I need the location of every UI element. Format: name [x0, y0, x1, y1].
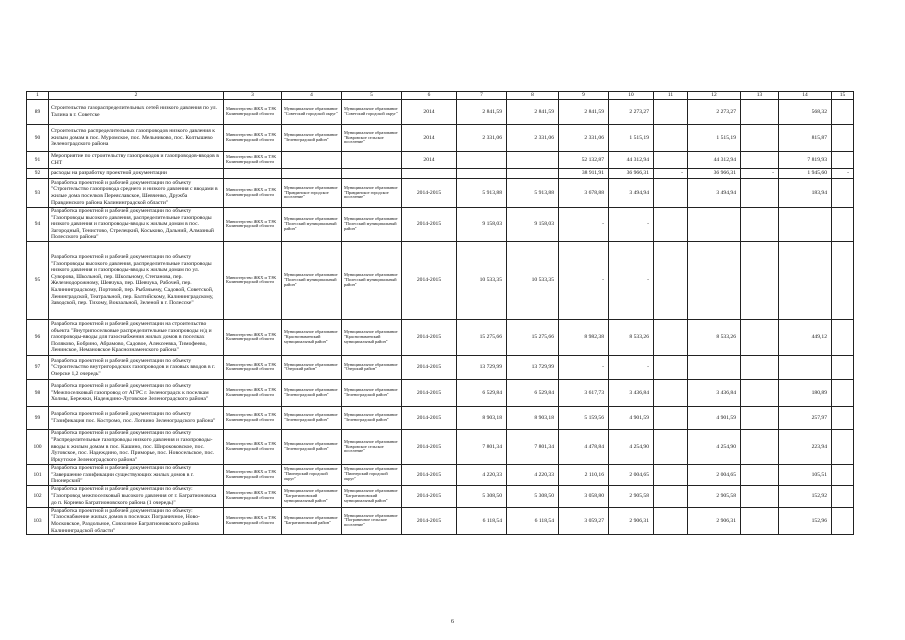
funding-col-13-cell — [741, 464, 779, 485]
table-row — [27, 355, 854, 379]
implementation-period-cell: 2014 — [402, 125, 457, 152]
total-cost-cell: 5 308,50 — [457, 485, 507, 507]
funding-col-15-cell — [832, 125, 854, 152]
funding-total-cell: 4 478,84 — [559, 429, 609, 464]
funding-regional-cell: 2 273,27 — [609, 100, 654, 125]
table-row — [27, 100, 854, 125]
implementation-period-cell: 2014-2015 — [402, 379, 457, 406]
funding-col-12-cell: 3 436,84 — [688, 379, 741, 406]
funding-regional-cell: 3 494,94 — [609, 179, 654, 208]
remaining-cost-cell: 5 913,88 — [507, 179, 559, 208]
total-cost-cell: 6 529,84 — [457, 379, 507, 406]
implementation-period-cell: 2014 — [402, 100, 457, 125]
funding-regional-cell: - — [609, 355, 654, 379]
funding-col-12-cell: 4 901,59 — [688, 406, 741, 429]
total-cost-cell: 10 533,35 — [457, 241, 507, 319]
municipal-recipient-cell: Муниципальное образование "Зеленоградский район" — [342, 379, 402, 406]
responsible-executor-cell — [224, 169, 282, 179]
funding-local-cell: 257,97 — [779, 406, 832, 429]
funding-col-11-cell — [654, 507, 688, 534]
municipal-customer-cell: Муниципальное образование "Полесский муниципальный район" — [282, 208, 342, 242]
implementation-period-cell: 2014-2015 — [402, 406, 457, 429]
funding-col-12-cell: 2 004,65 — [688, 464, 741, 485]
funding-col-13-cell — [741, 429, 779, 464]
column-number: 14 — [779, 92, 832, 100]
object-name-cell: Разработка проектной и рабочей документации по объекту "Межпоселковый газопровод от АГРС г. Зеленоградск к поселкам Холмы, Бережки, Надеждино-Луговское Зеленоградского района" — [49, 379, 224, 406]
total-cost-cell: 7 801,34 — [457, 429, 507, 464]
table-row — [27, 429, 854, 464]
column-number-row — [27, 92, 854, 100]
funding-col-15-cell — [832, 485, 854, 507]
table-row — [27, 179, 854, 208]
table-row — [27, 241, 854, 319]
responsible-executor-cell: Министерство ЖКХ и ТЭК Калининградской области — [224, 379, 282, 406]
responsible-executor-cell: Министерство ЖКХ и ТЭК Калининградской области — [224, 507, 282, 534]
municipal-recipient-cell: Муниципальное образование "Полесский муниципальный район" — [342, 208, 402, 242]
responsible-executor-cell: Министерство ЖКХ и ТЭК Калининградской области — [224, 152, 282, 169]
funding-col-11-cell — [654, 429, 688, 464]
column-number: 9 — [559, 92, 609, 100]
funding-col-12-cell: 36 966,31 — [688, 169, 741, 179]
municipal-recipient-cell: Муниципальное образование "Ковровское сельское поселение" — [342, 429, 402, 464]
object-name-cell: Разработка проектной и рабочей документации по объекту "Завершение газификации существующих жилых домов в г. Пионерский" — [49, 464, 224, 485]
column-number: 6 — [402, 92, 457, 100]
remaining-cost-cell: 5 308,50 — [507, 485, 559, 507]
table-row — [27, 319, 854, 355]
table-row — [27, 464, 854, 485]
implementation-period-cell: 2014-2015 — [402, 208, 457, 242]
implementation-period-cell: 2014 — [402, 152, 457, 169]
row-number-cell: 102 — [27, 485, 49, 507]
funding-col-15-cell — [832, 100, 854, 125]
funding-total-cell: - — [559, 241, 609, 319]
municipal-recipient-cell: Муниципальное образование "Полесский муниципальный район" — [342, 241, 402, 319]
funding-col-11-cell — [654, 485, 688, 507]
funding-col-15-cell — [832, 152, 854, 169]
responsible-executor-cell: Министерство ЖКХ и ТЭК Калининградской области — [224, 100, 282, 125]
total-cost-cell: 15 275,66 — [457, 319, 507, 355]
funding-local-cell: 449,12 — [779, 319, 832, 355]
remaining-cost-cell — [507, 169, 559, 179]
funding-col-15-cell — [832, 429, 854, 464]
funding-local-cell: 152,92 — [779, 485, 832, 507]
table-row — [27, 485, 854, 507]
column-number: 1 — [27, 92, 49, 100]
funding-col-12-cell: 2 273,27 — [688, 100, 741, 125]
funding-col-15-cell — [832, 241, 854, 319]
funding-local-cell: 183,94 — [779, 179, 832, 208]
row-number-cell: 93 — [27, 179, 49, 208]
remaining-cost-cell: 8 903,18 — [507, 406, 559, 429]
municipal-customer-cell: Муниципальное образование "Зеленоградский район" — [282, 406, 342, 429]
funding-col-15-cell — [832, 406, 854, 429]
row-number-cell: 95 — [27, 241, 49, 319]
responsible-executor-cell: Министерство ЖКХ и ТЭК Калининградской области — [224, 406, 282, 429]
table-row — [27, 406, 854, 429]
row-number-cell: 90 — [27, 125, 49, 152]
funding-col-15-cell: - — [832, 169, 854, 179]
municipal-customer-cell: Муниципальное образование "Багратионовский район" — [282, 507, 342, 534]
funding-regional-cell: 4 254,90 — [609, 429, 654, 464]
responsible-executor-cell: Министерство ЖКХ и ТЭК Калининградской области — [224, 208, 282, 242]
responsible-executor-cell: Министерство ЖКХ и ТЭК Калининградской области — [224, 355, 282, 379]
municipal-recipient-cell: Муниципальное образование "Правдинское городское поселение" — [342, 179, 402, 208]
funding-local-cell: 815,87 — [779, 125, 832, 152]
funding-col-11-cell — [654, 355, 688, 379]
remaining-cost-cell: 10 533,35 — [507, 241, 559, 319]
funding-col-13-cell — [741, 125, 779, 152]
municipal-customer-cell — [282, 152, 342, 169]
column-number: 5 — [342, 92, 402, 100]
municipal-customer-cell: Муниципальное образование "Краснознаменский муниципальный район" — [282, 319, 342, 355]
funding-regional-cell: - — [609, 208, 654, 242]
funding-total-cell: - — [559, 208, 609, 242]
implementation-period-cell: 2014-2015 — [402, 319, 457, 355]
implementation-period-cell: 2014-2015 — [402, 464, 457, 485]
total-cost-cell — [457, 169, 507, 179]
funding-regional-cell: 1 515,19 — [609, 125, 654, 152]
row-number-cell: 98 — [27, 379, 49, 406]
funding-col-12-cell: 8 533,26 — [688, 319, 741, 355]
funding-col-15-cell — [832, 355, 854, 379]
funding-col-11-cell — [654, 179, 688, 208]
funding-col-11-cell — [654, 379, 688, 406]
object-name-cell: расходы на разработку проектной документации — [49, 169, 224, 179]
column-number: 4 — [282, 92, 342, 100]
funding-total-cell: 2 841,59 — [559, 100, 609, 125]
funding-col-13-cell — [741, 208, 779, 242]
implementation-period-cell: 2014-2015 — [402, 355, 457, 379]
column-number: 8 — [507, 92, 559, 100]
remaining-cost-cell: 6 529,84 — [507, 379, 559, 406]
funding-col-11-cell: - — [654, 169, 688, 179]
object-name-cell: Разработка проектной и рабочей документации по объекту "Строительство газопровода среднего и низкого давления с вводами в жилые дома поселков Переяславское, Шевченко, Дружба Правдинского района Калининградской области" — [49, 179, 224, 208]
funding-col-15-cell — [832, 179, 854, 208]
funding-local-cell: 152,96 — [779, 507, 832, 534]
funding-col-13-cell — [741, 485, 779, 507]
responsible-executor-cell: Министерство ЖКХ и ТЭК Калининградской области — [224, 241, 282, 319]
funding-regional-cell: 2 906,31 — [609, 507, 654, 534]
total-cost-cell: 4 220,33 — [457, 464, 507, 485]
remaining-cost-cell: 4 220,33 — [507, 464, 559, 485]
table-row — [27, 152, 854, 169]
funding-regional-cell: - — [609, 241, 654, 319]
funding-col-11-cell — [654, 125, 688, 152]
funding-col-13-cell: - — [741, 169, 779, 179]
funding-regional-cell: 2 905,58 — [609, 485, 654, 507]
funding-local-cell — [779, 241, 832, 319]
total-cost-cell: 2 331,06 — [457, 125, 507, 152]
total-cost-cell — [457, 152, 507, 169]
responsible-executor-cell: Министерство ЖКХ и ТЭК Калининградской области — [224, 179, 282, 208]
row-number-cell: 92 — [27, 169, 49, 179]
object-name-cell: Строительство распределительных газопроводов низкого давления к жилым домам в пос. Муромское, пос. Мельниково, пос. Колтышево Зеленоградского района — [49, 125, 224, 152]
funding-total-cell: 8 982,38 — [559, 319, 609, 355]
funding-regional-cell: 44 312,94 — [609, 152, 654, 169]
implementation-period-cell: 2014-2015 — [402, 179, 457, 208]
municipal-customer-cell: Муниципальное образование "Зеленоградский район" — [282, 379, 342, 406]
funding-local-cell: 7 819,93 — [779, 152, 832, 169]
table-row — [27, 169, 854, 179]
funding-col-12-cell — [688, 241, 741, 319]
row-number-cell: 101 — [27, 464, 49, 485]
funding-col-13-cell — [741, 355, 779, 379]
funding-total-cell: 52 132,87 — [559, 152, 609, 169]
funding-local-cell: 223,94 — [779, 429, 832, 464]
column-number: 13 — [741, 92, 779, 100]
funding-col-13-cell — [741, 379, 779, 406]
funding-total-cell: - — [559, 355, 609, 379]
row-number-cell: 99 — [27, 406, 49, 429]
funding-col-12-cell: 2 905,58 — [688, 485, 741, 507]
row-number-cell: 103 — [27, 507, 49, 534]
funding-total-cell: 2 110,16 — [559, 464, 609, 485]
column-number: 2 — [49, 92, 224, 100]
implementation-period-cell: 2014-2015 — [402, 485, 457, 507]
object-name-cell: Разработка проектной и рабочей документации на строительство объекта "Внутрипоселковые распределительные газопроводы н/д и газопроводы-вводы для газоснабжения жилых домов в поселках Поляково, Бобрино, Абрамово, Садовое, Алексеевка, Тимофеево, Ленинское, Немановское Краснознаменского района" — [49, 319, 224, 355]
funding-col-12-cell: 2 906,31 — [688, 507, 741, 534]
column-number: 7 — [457, 92, 507, 100]
row-number-cell: 91 — [27, 152, 49, 169]
funding-col-15-cell — [832, 319, 854, 355]
municipal-recipient-cell: Муниципальное образование "Озерский район" — [342, 355, 402, 379]
page-number: 6 — [451, 619, 454, 625]
implementation-period-cell — [402, 169, 457, 179]
municipal-customer-cell: Муниципальное образование "Зеленоградский район" — [282, 125, 342, 152]
municipal-recipient-cell: Муниципальное образование "Ковровское сельское поселение" — [342, 125, 402, 152]
funding-col-13-cell — [741, 179, 779, 208]
funding-local-cell: 568,32 — [779, 100, 832, 125]
municipal-recipient-cell — [342, 152, 402, 169]
funding-regional-cell: 36 966,31 — [609, 169, 654, 179]
municipal-recipient-cell: Муниципальное образование "Пионерский городской округ" — [342, 464, 402, 485]
responsible-executor-cell: Министерство ЖКХ и ТЭК Калининградской области — [224, 319, 282, 355]
remaining-cost-cell: 6 118,54 — [507, 507, 559, 534]
funding-total-cell: 3 058,80 — [559, 485, 609, 507]
municipal-customer-cell: Муниципальное образование "Полесский муниципальный район" — [282, 241, 342, 319]
funding-total-cell: 3 617,73 — [559, 379, 609, 406]
municipal-customer-cell: Муниципальное образование "Советский городской округ" — [282, 100, 342, 125]
funding-total-cell: 38 911,91 — [559, 169, 609, 179]
funding-col-12-cell — [688, 355, 741, 379]
remaining-cost-cell: 9 158,03 — [507, 208, 559, 242]
funding-col-13-cell — [741, 507, 779, 534]
funding-col-11-cell — [654, 406, 688, 429]
object-name-cell: Строительство газораспределительных сетей низкого давления по ул. Талина в г. Советске — [49, 100, 224, 125]
funding-regional-cell: 2 004,65 — [609, 464, 654, 485]
municipal-customer-cell: Муниципальное образование "Пионерский городской округ" — [282, 464, 342, 485]
funding-col-12-cell — [688, 208, 741, 242]
funding-col-15-cell — [832, 464, 854, 485]
column-number: 15 — [832, 92, 854, 100]
object-name-cell: Разработка проектной и рабочей документации по объекту "Распределительные газопроводы низкого давления и газопроводы-вводы к жилым домам в пос. Кашино, пос. Ширококовское, пос. Луговское, пос. Надеждино, пос. Приморье, пос. Новосельское, пос. Иркутское Зеленоградского района" — [49, 429, 224, 464]
funding-col-13-cell — [741, 100, 779, 125]
municipal-customer-cell: Муниципальное образование "Озерский район" — [282, 355, 342, 379]
object-name-cell: Разработка проектной и рабочей документации по объекту "Газопроводы высокого давления, распределительные газопроводы низкого давления и газопроводы-вводы к жилым домам по ул. Суворова, Школьной, пер. Школьному, Степанова, пер. Железнодорожному, Шевчука, пер. Шевчука, Рабочей, пер. Калининградскому, Портовой, пер. Рыбачьему, Садовой, Советской, Ленинградской, Театральной, пер. Балтийскому, Калининградскому, Заводской, пер. Тихому, Вокзальной, Зеленой в г. Полесске" — [49, 241, 224, 319]
total-cost-cell: 2 841,59 — [457, 100, 507, 125]
municipal-recipient-cell — [342, 169, 402, 179]
implementation-period-cell: 2014-2015 — [402, 241, 457, 319]
budget-table-page — [26, 91, 853, 535]
funding-local-cell: 180,89 — [779, 379, 832, 406]
column-number: 3 — [224, 92, 282, 100]
remaining-cost-cell: 2 841,59 — [507, 100, 559, 125]
remaining-cost-cell — [507, 152, 559, 169]
municipal-recipient-cell: Муниципальное образование "Советский городской округ" — [342, 100, 402, 125]
funding-col-12-cell: 4 254,90 — [688, 429, 741, 464]
row-number-cell: 97 — [27, 355, 49, 379]
table-row — [27, 125, 854, 152]
funding-total-cell: 2 331,06 — [559, 125, 609, 152]
municipal-customer-cell — [282, 169, 342, 179]
funding-col-13-cell — [741, 319, 779, 355]
object-name-cell: Разработка проектной и рабочей документации по объекту: "Газоснабжение жилых домов в поселках Пограничное, Ново-Московское, Раздольное, Совхозное Багратионовского района Калининградской области" — [49, 507, 224, 534]
object-name-cell: Разработка проектной и рабочей документации по объекту "Строительство внутригородских газопроводов и газовых вводов в г. Озерске 1,2 очередь" — [49, 355, 224, 379]
table-row — [27, 507, 854, 534]
remaining-cost-cell: 2 331,06 — [507, 125, 559, 152]
funding-regional-cell: 8 533,26 — [609, 319, 654, 355]
responsible-executor-cell: Министерство ЖКХ и ТЭК Калининградской области — [224, 464, 282, 485]
funding-col-12-cell: 3 494,94 — [688, 179, 741, 208]
funding-local-cell: 105,51 — [779, 464, 832, 485]
funding-total-cell: 5 159,56 — [559, 406, 609, 429]
funding-col-11-cell — [654, 208, 688, 242]
funding-col-12-cell: 44 312,94 — [688, 152, 741, 169]
row-number-cell: 89 — [27, 100, 49, 125]
column-number: 11 — [654, 92, 688, 100]
total-cost-cell: 9 158,03 — [457, 208, 507, 242]
remaining-cost-cell: 13 729,99 — [507, 355, 559, 379]
object-name-cell: Разработка проектной и рабочей документации по объекту "Газификация пос. Костромо, пос. Логвино Зеленоградского района" — [49, 406, 224, 429]
budget-table — [26, 91, 854, 535]
responsible-executor-cell: Министерство ЖКХ и ТЭК Калининградской области — [224, 429, 282, 464]
funding-col-15-cell — [832, 507, 854, 534]
implementation-period-cell: 2014-2015 — [402, 507, 457, 534]
total-cost-cell: 6 118,54 — [457, 507, 507, 534]
funding-col-15-cell — [832, 208, 854, 242]
municipal-recipient-cell: Муниципальное образование "Багратионовский муниципальный район" — [342, 485, 402, 507]
funding-local-cell: 1 945,60 — [779, 169, 832, 179]
funding-local-cell — [779, 355, 832, 379]
funding-col-13-cell — [741, 406, 779, 429]
funding-col-11-cell — [654, 100, 688, 125]
column-number: 12 — [688, 92, 741, 100]
responsible-executor-cell: Министерство ЖКХ и ТЭК Калининградской области — [224, 485, 282, 507]
row-number-cell: 94 — [27, 208, 49, 242]
funding-local-cell — [779, 208, 832, 242]
funding-col-11-cell — [654, 152, 688, 169]
remaining-cost-cell: 7 801,34 — [507, 429, 559, 464]
total-cost-cell: 5 913,88 — [457, 179, 507, 208]
funding-col-13-cell — [741, 241, 779, 319]
row-number-cell: 100 — [27, 429, 49, 464]
table-row — [27, 208, 854, 242]
funding-total-cell: 3 678,88 — [559, 179, 609, 208]
funding-col-12-cell: 1 515,19 — [688, 125, 741, 152]
row-number-cell: 96 — [27, 319, 49, 355]
total-cost-cell: 13 729,99 — [457, 355, 507, 379]
column-number: 10 — [609, 92, 654, 100]
municipal-recipient-cell: Муниципальное образование "Пограничное сельское поселение" — [342, 507, 402, 534]
funding-col-11-cell — [654, 241, 688, 319]
municipal-recipient-cell: Муниципальное образование "Краснознаменский муниципальный район" — [342, 319, 402, 355]
implementation-period-cell: 2014-2015 — [402, 429, 457, 464]
municipal-customer-cell: Муниципальное образование "Правдинское городское поселение" — [282, 179, 342, 208]
funding-regional-cell: 4 901,59 — [609, 406, 654, 429]
remaining-cost-cell: 15 275,66 — [507, 319, 559, 355]
municipal-customer-cell: Муниципальное образование "Зеленоградский район" — [282, 429, 342, 464]
funding-col-11-cell — [654, 319, 688, 355]
responsible-executor-cell: Министерство ЖКХ и ТЭК Калининградской области — [224, 125, 282, 152]
funding-total-cell: 3 059,27 — [559, 507, 609, 534]
municipal-customer-cell: Муниципальное образование "Багратионовский муниципальный район" — [282, 485, 342, 507]
funding-regional-cell: 3 436,84 — [609, 379, 654, 406]
object-name-cell: Разработка проектной и рабочей документации по объекту: "Газопровод межпоселковый высокого давления от г. Багратионовска до п. Корнево Багратионовского района (1 очередь)" — [49, 485, 224, 507]
total-cost-cell: 8 903,18 — [457, 406, 507, 429]
municipal-recipient-cell: Муниципальное образование "Зеленоградский район" — [342, 406, 402, 429]
funding-col-15-cell — [832, 379, 854, 406]
object-name-cell: Мероприятие по строительству газопроводов и газопроводов-вводов в СНТ — [49, 152, 224, 169]
funding-col-11-cell — [654, 464, 688, 485]
table-row — [27, 379, 854, 406]
funding-col-13-cell — [741, 152, 779, 169]
object-name-cell: Разработка проектной и рабочей документации по объекту "Газопроводы высокого давления, распределительные газопроводы низкого давления и газопроводы-вводы к жилым домам в пос. Загородный, Тенистово, Стрелецкий, Коськово, Дальний, Алмазный Полесского района" — [49, 208, 224, 242]
